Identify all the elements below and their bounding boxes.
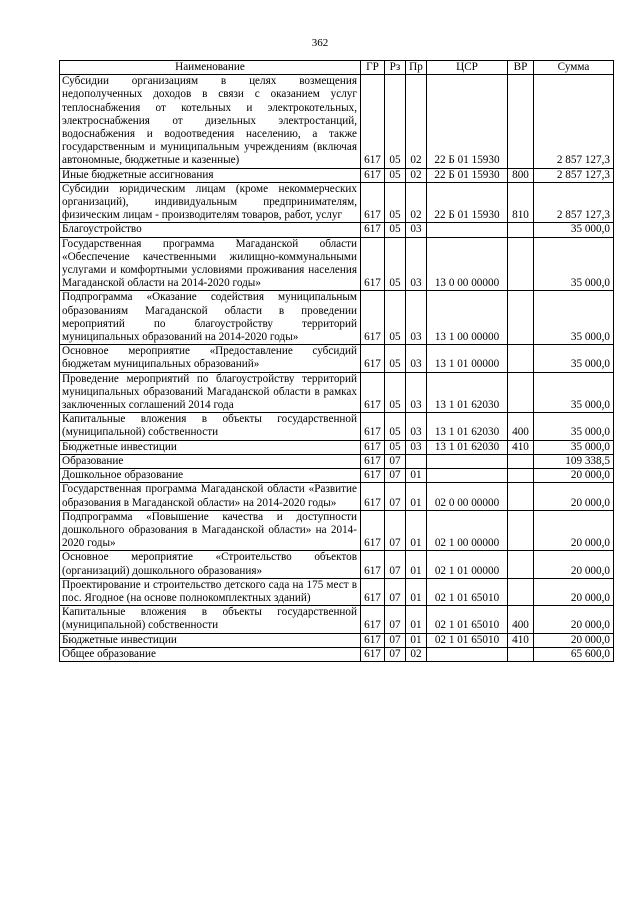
row-vr	[508, 75, 534, 168]
row-pr: 01	[406, 633, 427, 647]
row-pr: 02	[406, 182, 427, 223]
row-csr: 13 1 01 62030	[427, 413, 508, 440]
row-sum: 109 338,5	[534, 454, 614, 468]
row-name: Основное мероприятие «Строительство объектов (организаций) дошкольного образования»	[60, 551, 361, 578]
row-pr: 03	[406, 291, 427, 345]
row-gr: 617	[361, 75, 385, 168]
row-csr: 02 1 00 00000	[427, 510, 508, 551]
table-row	[60, 551, 614, 578]
row-gr: 617	[361, 510, 385, 551]
row-gr: 617	[361, 483, 385, 510]
table-row	[60, 606, 614, 633]
row-rz: 07	[385, 469, 406, 483]
row-vr: 400	[508, 606, 534, 633]
row-gr: 617	[361, 345, 385, 372]
row-vr	[508, 372, 534, 413]
row-name: Государственная программа Магаданской области «Обеспечение качественными жилищно-коммунальными услугами и комфортными условиями проживания населения Магаданской области на 2014-2020 годы»	[60, 237, 361, 291]
row-gr: 617	[361, 578, 385, 605]
row-rz: 07	[385, 633, 406, 647]
table-row	[60, 237, 614, 291]
row-rz: 05	[385, 372, 406, 413]
row-pr: 03	[406, 237, 427, 291]
row-gr: 617	[361, 454, 385, 468]
table-body	[60, 75, 614, 662]
row-rz: 07	[385, 551, 406, 578]
row-vr: 800	[508, 168, 534, 182]
table-row	[60, 647, 614, 661]
table-header-row	[60, 61, 614, 75]
row-csr: 13 0 00 00000	[427, 237, 508, 291]
row-rz: 07	[385, 606, 406, 633]
row-pr: 03	[406, 223, 427, 237]
row-vr	[508, 551, 534, 578]
row-csr: 13 1 01 62030	[427, 440, 508, 454]
row-gr: 617	[361, 182, 385, 223]
row-rz: 05	[385, 291, 406, 345]
row-vr	[508, 345, 534, 372]
row-pr: 03	[406, 440, 427, 454]
header-name: Наименование	[60, 61, 361, 75]
row-pr: 01	[406, 578, 427, 605]
row-vr: 410	[508, 440, 534, 454]
table-row	[60, 182, 614, 223]
table-row	[60, 510, 614, 551]
budget-table	[59, 60, 614, 662]
row-rz: 05	[385, 182, 406, 223]
row-sum: 35 000,0	[534, 291, 614, 345]
table-row	[60, 413, 614, 440]
row-pr: 03	[406, 413, 427, 440]
row-vr	[508, 291, 534, 345]
row-csr: 02 1 01 00000	[427, 551, 508, 578]
row-vr: 410	[508, 633, 534, 647]
row-sum: 20 000,0	[534, 551, 614, 578]
row-gr: 617	[361, 413, 385, 440]
row-name: Подпрограмма «Повышение качества и доступности дошкольного образования в Магаданской области» на 2014-2020 годы»	[60, 510, 361, 551]
row-sum: 2 857 127,3	[534, 182, 614, 223]
table-row	[60, 469, 614, 483]
row-csr	[427, 223, 508, 237]
table-row	[60, 75, 614, 168]
row-vr	[508, 510, 534, 551]
row-vr	[508, 223, 534, 237]
row-gr: 617	[361, 223, 385, 237]
row-name: Подпрограмма «Оказание содействия муниципальным образованиям Магаданской области в проведении мероприятий по благоустройству территорий муниципальных образований на 2014-2020 годы»	[60, 291, 361, 345]
row-vr	[508, 647, 534, 661]
header-pr: Пр	[406, 61, 427, 75]
row-name: Основное мероприятие «Предоставление субсидий бюджетам муниципальных образований»	[60, 345, 361, 372]
row-csr: 22 Б 01 15930	[427, 182, 508, 223]
table-row	[60, 168, 614, 182]
row-vr: 810	[508, 182, 534, 223]
table-row	[60, 291, 614, 345]
row-pr: 01	[406, 551, 427, 578]
row-pr: 01	[406, 483, 427, 510]
row-sum: 2 857 127,3	[534, 75, 614, 168]
row-vr: 400	[508, 413, 534, 440]
row-sum: 65 600,0	[534, 647, 614, 661]
row-gr: 617	[361, 372, 385, 413]
row-gr: 617	[361, 168, 385, 182]
page-number: 362	[311, 37, 329, 49]
row-pr: 01	[406, 606, 427, 633]
row-rz: 05	[385, 75, 406, 168]
table-row	[60, 345, 614, 372]
table-row	[60, 223, 614, 237]
row-name: Проведение мероприятий по благоустройству территорий муниципальных образований Магаданской области в рамках заключенных соглашений 2014 года	[60, 372, 361, 413]
row-sum: 35 000,0	[534, 440, 614, 454]
row-vr	[508, 483, 534, 510]
row-csr: 02 0 00 00000	[427, 483, 508, 510]
row-csr: 22 Б 01 15930	[427, 75, 508, 168]
row-rz: 07	[385, 510, 406, 551]
row-rz: 05	[385, 223, 406, 237]
row-gr: 617	[361, 291, 385, 345]
row-gr: 617	[361, 469, 385, 483]
row-rz: 07	[385, 647, 406, 661]
table-row	[60, 483, 614, 510]
row-vr	[508, 469, 534, 483]
row-sum: 35 000,0	[534, 413, 614, 440]
row-sum: 20 000,0	[534, 633, 614, 647]
row-pr	[406, 454, 427, 468]
row-rz: 05	[385, 168, 406, 182]
table-row	[60, 633, 614, 647]
table-row	[60, 578, 614, 605]
row-sum: 20 000,0	[534, 606, 614, 633]
row-name: Проектирование и строительство детского сада на 175 мест в пос. Ягодное (на основе полнокомплектных зданий)	[60, 578, 361, 605]
row-sum: 20 000,0	[534, 578, 614, 605]
row-rz: 05	[385, 440, 406, 454]
row-sum: 35 000,0	[534, 345, 614, 372]
row-csr: 02 1 01 65010	[427, 633, 508, 647]
row-name: Иные бюджетные ассигнования	[60, 168, 361, 182]
row-vr	[508, 454, 534, 468]
row-name: Дошкольное образование	[60, 469, 361, 483]
row-rz: 07	[385, 578, 406, 605]
row-pr: 02	[406, 647, 427, 661]
row-sum: 35 000,0	[534, 223, 614, 237]
row-csr	[427, 454, 508, 468]
row-sum: 35 000,0	[534, 237, 614, 291]
table-row	[60, 372, 614, 413]
row-csr	[427, 469, 508, 483]
row-csr: 02 1 01 65010	[427, 606, 508, 633]
row-pr: 01	[406, 469, 427, 483]
row-name: Субсидии организациям в целях возмещения недополученных доходов в связи с оказанием услуг теплоснабжения от котельных и электрокотельных, электроснабжения от дизельных электростанций, водоснабжения и водоотведения населению, а также государственным и муниципальным учреждениям (включая автономные, бюджетные и казенные)	[60, 75, 361, 168]
row-gr: 617	[361, 633, 385, 647]
row-name: Образование	[60, 454, 361, 468]
row-name: Благоустройство	[60, 223, 361, 237]
row-name: Капитальные вложения в объекты государственной (муниципальной) собственности	[60, 606, 361, 633]
row-rz: 07	[385, 483, 406, 510]
row-sum: 20 000,0	[534, 510, 614, 551]
row-rz: 05	[385, 237, 406, 291]
row-name: Государственная программа Магаданской области «Развитие образования в Магаданской области» на 2014-2020 годы»	[60, 483, 361, 510]
row-pr: 02	[406, 75, 427, 168]
header-gr: ГР	[361, 61, 385, 75]
row-sum: 2 857 127,3	[534, 168, 614, 182]
row-rz: 07	[385, 454, 406, 468]
row-name: Капитальные вложения в объекты государственной (муниципальной) собственности	[60, 413, 361, 440]
row-gr: 617	[361, 606, 385, 633]
row-vr	[508, 237, 534, 291]
row-vr	[508, 578, 534, 605]
row-csr: 13 1 01 62030	[427, 372, 508, 413]
row-sum: 20 000,0	[534, 469, 614, 483]
header-csr: ЦСР	[427, 61, 508, 75]
row-csr: 13 1 01 00000	[427, 345, 508, 372]
row-pr: 03	[406, 345, 427, 372]
row-csr: 22 Б 01 15930	[427, 168, 508, 182]
row-name: Бюджетные инвестиции	[60, 440, 361, 454]
row-csr: 02 1 01 65010	[427, 578, 508, 605]
row-name: Бюджетные инвестиции	[60, 633, 361, 647]
row-gr: 617	[361, 551, 385, 578]
row-sum: 35 000,0	[534, 372, 614, 413]
header-sum: Сумма	[534, 61, 614, 75]
row-csr	[427, 647, 508, 661]
row-rz: 05	[385, 345, 406, 372]
row-sum: 20 000,0	[534, 483, 614, 510]
row-gr: 617	[361, 440, 385, 454]
row-csr: 13 1 00 00000	[427, 291, 508, 345]
row-gr: 617	[361, 237, 385, 291]
row-name: Общее образование	[60, 647, 361, 661]
header-rz: Рз	[385, 61, 406, 75]
table-row	[60, 440, 614, 454]
row-pr: 02	[406, 168, 427, 182]
row-rz: 05	[385, 413, 406, 440]
header-vr: ВР	[508, 61, 534, 75]
row-pr: 03	[406, 372, 427, 413]
row-gr: 617	[361, 647, 385, 661]
row-pr: 01	[406, 510, 427, 551]
table-row	[60, 454, 614, 468]
row-name: Субсидии юридическим лицам (кроме некоммерческих организаций), индивидуальным предпринимателям, физическим лицам - производителям товаров, работ, услуг	[60, 182, 361, 223]
